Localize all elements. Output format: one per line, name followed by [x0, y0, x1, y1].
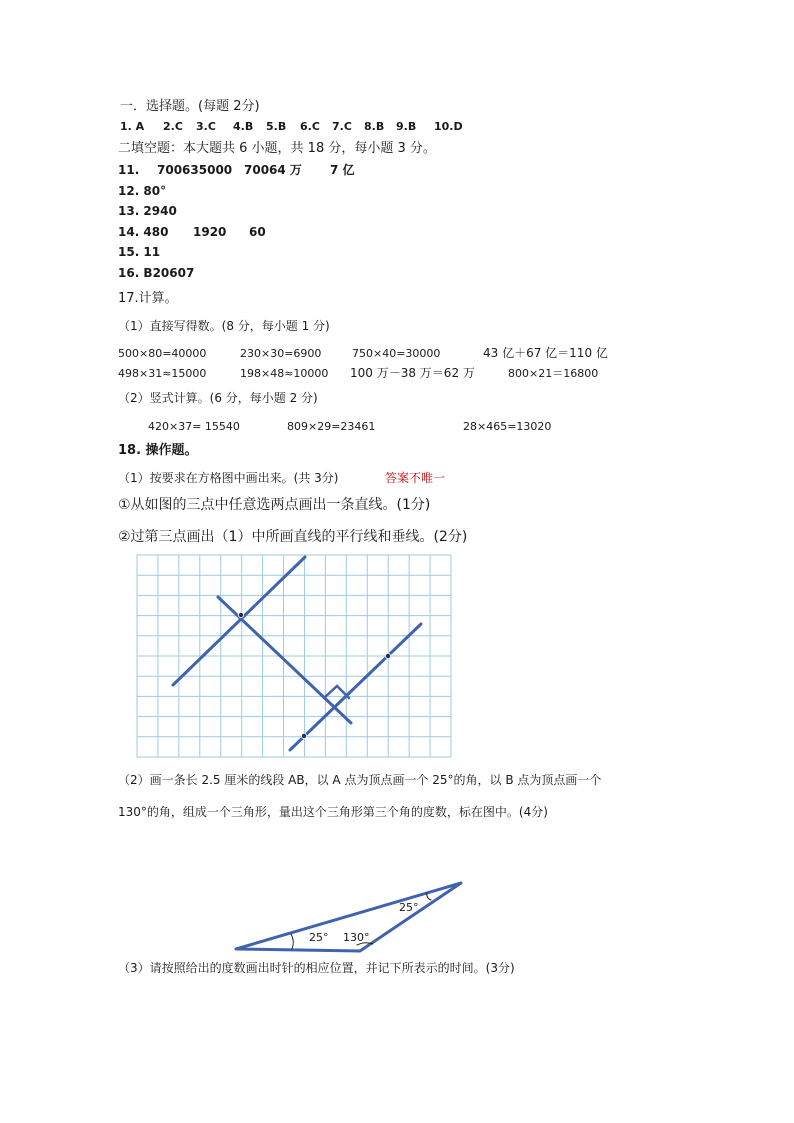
- part1-note: 答案不唯一: [385, 471, 446, 485]
- answer-16: 16. B20607: [118, 266, 195, 280]
- answer-11-label: 11.: [118, 163, 140, 177]
- answer-11-a: 700635000: [157, 163, 233, 177]
- answer-12: 12. 80°: [118, 184, 167, 198]
- point-3: [301, 733, 306, 738]
- calc-1-3: 750×40=30000: [352, 347, 441, 360]
- angle-arc-a: [291, 934, 293, 949]
- answer-3: 3.C: [196, 120, 216, 133]
- section17-sub1: （1）直接写得数。(8 分，每小题 1 分): [118, 319, 330, 333]
- grid-lines-drawing: [173, 557, 421, 750]
- answer-14-c: 60: [249, 225, 266, 239]
- section18-part2-line1: （2）画一条长 2.5 厘米的线段 AB，以 A 点为顶点画一个 25°的角，以 B 点为顶点画一个: [118, 773, 602, 787]
- calc-1-2: 230×30=6900: [240, 347, 322, 360]
- angle-label-right: 130°: [343, 931, 370, 944]
- calc-3-3: 28×465=13020: [463, 420, 552, 433]
- answer-10: 10.D: [434, 120, 463, 133]
- line-through-two-points: [173, 557, 305, 685]
- answer-13: 13. 2940: [118, 204, 177, 218]
- part1-step2: ②过第三点画出（1）中所画直线的平行线和垂线。(2分): [118, 529, 468, 545]
- answer-14-b: 1920: [193, 225, 227, 239]
- answer-9: 9.B: [396, 120, 417, 133]
- calc-3-2: 809×29=23461: [287, 420, 376, 433]
- parallel-line: [290, 624, 421, 750]
- calc-3-1: 420×37= 15540: [148, 420, 240, 433]
- answer-8: 8.B: [364, 120, 385, 133]
- part1-step1: ①从如图的三点中任意选两点画出一条直线。(1分): [118, 497, 431, 513]
- section18-part2-line2: 130°的角，组成一个三角形，量出这个三角形第三个角的度数，标在图中。(4分): [118, 805, 548, 819]
- answer-5: 5.B: [266, 120, 287, 133]
- answer-14-a: 14. 480: [118, 225, 169, 239]
- section17-heading: 17.计算。: [118, 291, 178, 306]
- section17-sub2: （2）竖式计算。(6 分，每小题 2 分): [118, 391, 318, 405]
- square-grid: [137, 555, 451, 757]
- answer-1: 1. A: [120, 120, 145, 133]
- answer-6: 6.C: [300, 120, 320, 133]
- section2-heading: 二填空题：本大题共 6 小题，共 18 分，每小题 3 分。: [118, 141, 436, 156]
- calc-1-1: 500×80=40000: [118, 347, 207, 360]
- calc-2-2: 198×48≈10000: [240, 367, 329, 380]
- calc-1-4: 43 亿＋67 亿＝110 亿: [483, 346, 608, 360]
- answer-4: 4.B: [233, 120, 254, 133]
- angle-label-left: 25°: [309, 931, 329, 944]
- calc-2-4: 800×21＝16800: [508, 367, 599, 380]
- answer-2: 2.C: [163, 120, 183, 133]
- answer-11-b: 70064 万: [244, 163, 302, 177]
- section18-part1: （1）按要求在方格图中画出来。(共 3分): [118, 471, 339, 485]
- answer-15: 15. 11: [118, 245, 161, 259]
- point-1: [238, 612, 243, 617]
- answer-7: 7.C: [332, 120, 352, 133]
- section18-heading: 18. 操作题。: [118, 443, 198, 458]
- calc-2-3: 100 万－38 万＝62 万: [350, 366, 475, 380]
- angle-label-top: 25°: [399, 901, 419, 914]
- section1-heading: 一．选择题。(每题 2分): [120, 99, 260, 114]
- calc-2-1: 498×31≈15000: [118, 367, 207, 380]
- section18-part3: （3）请按照给出的度数画出时针的相应位置，并记下所表示的时间。(3分): [118, 961, 515, 975]
- point-2: [385, 653, 390, 658]
- answer-11-c: 7 亿: [330, 163, 355, 177]
